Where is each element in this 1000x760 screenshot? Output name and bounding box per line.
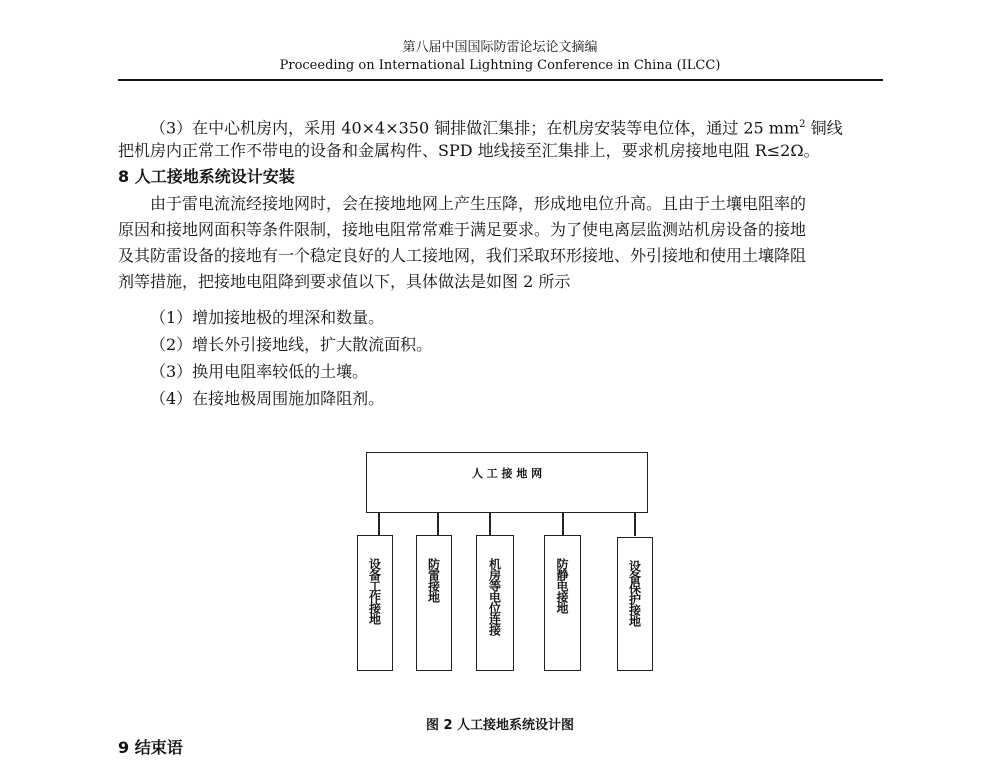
figure-child-box [357,535,393,671]
connector-line [437,512,439,536]
figure-child-box [617,537,653,671]
text: 铜线 [805,118,843,138]
list-item: （2）增长外引接地线，扩大散流面积。 [150,335,433,354]
child-label: 机房等电位连接 [487,558,502,635]
child-label: 设备工作接地 [367,558,382,624]
superscript: 2 [799,119,806,130]
text: （3）在中心机房内，采用 40×4×350 铜排做汇集排；在机房安装等电位体，通过 25 mm [150,118,800,138]
list-item: （3）换用电阻率较低的土壤。 [150,362,369,381]
figure-top-label: 人 工 接 地 网 [471,467,543,480]
figure-child-box [476,535,514,671]
para-3-line-1 [118,115,883,138]
child-label: 设备保护接地 [627,560,642,626]
connector-line [378,512,380,536]
connector-line [634,512,636,536]
figure-child-box [416,535,452,671]
header-title-en: Proceeding on International Lightning Conference in China (ILCC) [279,58,721,73]
paragraph-line: 由于雷电流流经接地网时，会在接地地网上产生压降，形成地电位升高。且由于土壤电阻率的 [150,194,807,213]
header-title-cn: 第八届中国国际防雷论坛论文摘编 [402,40,598,55]
section-9-heading: 9 结束语 [118,738,183,757]
figure-top-box [366,452,648,513]
paragraph-line: 剂等措施，把接地电阻降到要求值以下，具体做法是如图 2 所示 [118,272,571,291]
list-item: （1）增加接地极的埋深和数量。 [150,308,385,327]
figure-caption: 图 2 人工接地系统设计图 [425,718,575,733]
child-label: 防雷接地 [426,558,441,602]
child-label: 防静电接地 [555,558,569,613]
paragraph-line: 原因和接地网面积等条件限制，接地电阻常常难于满足要求。为了使电离层监测站机房设备的接地 [118,220,807,239]
connector-line [489,512,491,536]
figure-child-box [544,535,581,671]
section-8-heading: 8 人工接地系统设计安装 [118,167,295,186]
header-rule [118,79,883,81]
list-item: （4）在接地极周围施加降阻剂。 [150,389,385,408]
paragraph-line: 及其防雷设备的接地有一个稳定良好的人工接地网，我们采取环形接地、外引接地和使用土壤降阻 [118,246,807,265]
para-3-line-2: 把机房内正常工作不带电的设备和金属构件、SPD 地线接至汇集排上，要求机房接地电阻 R≤2Ω。 [118,141,820,160]
connector-line [562,512,564,536]
